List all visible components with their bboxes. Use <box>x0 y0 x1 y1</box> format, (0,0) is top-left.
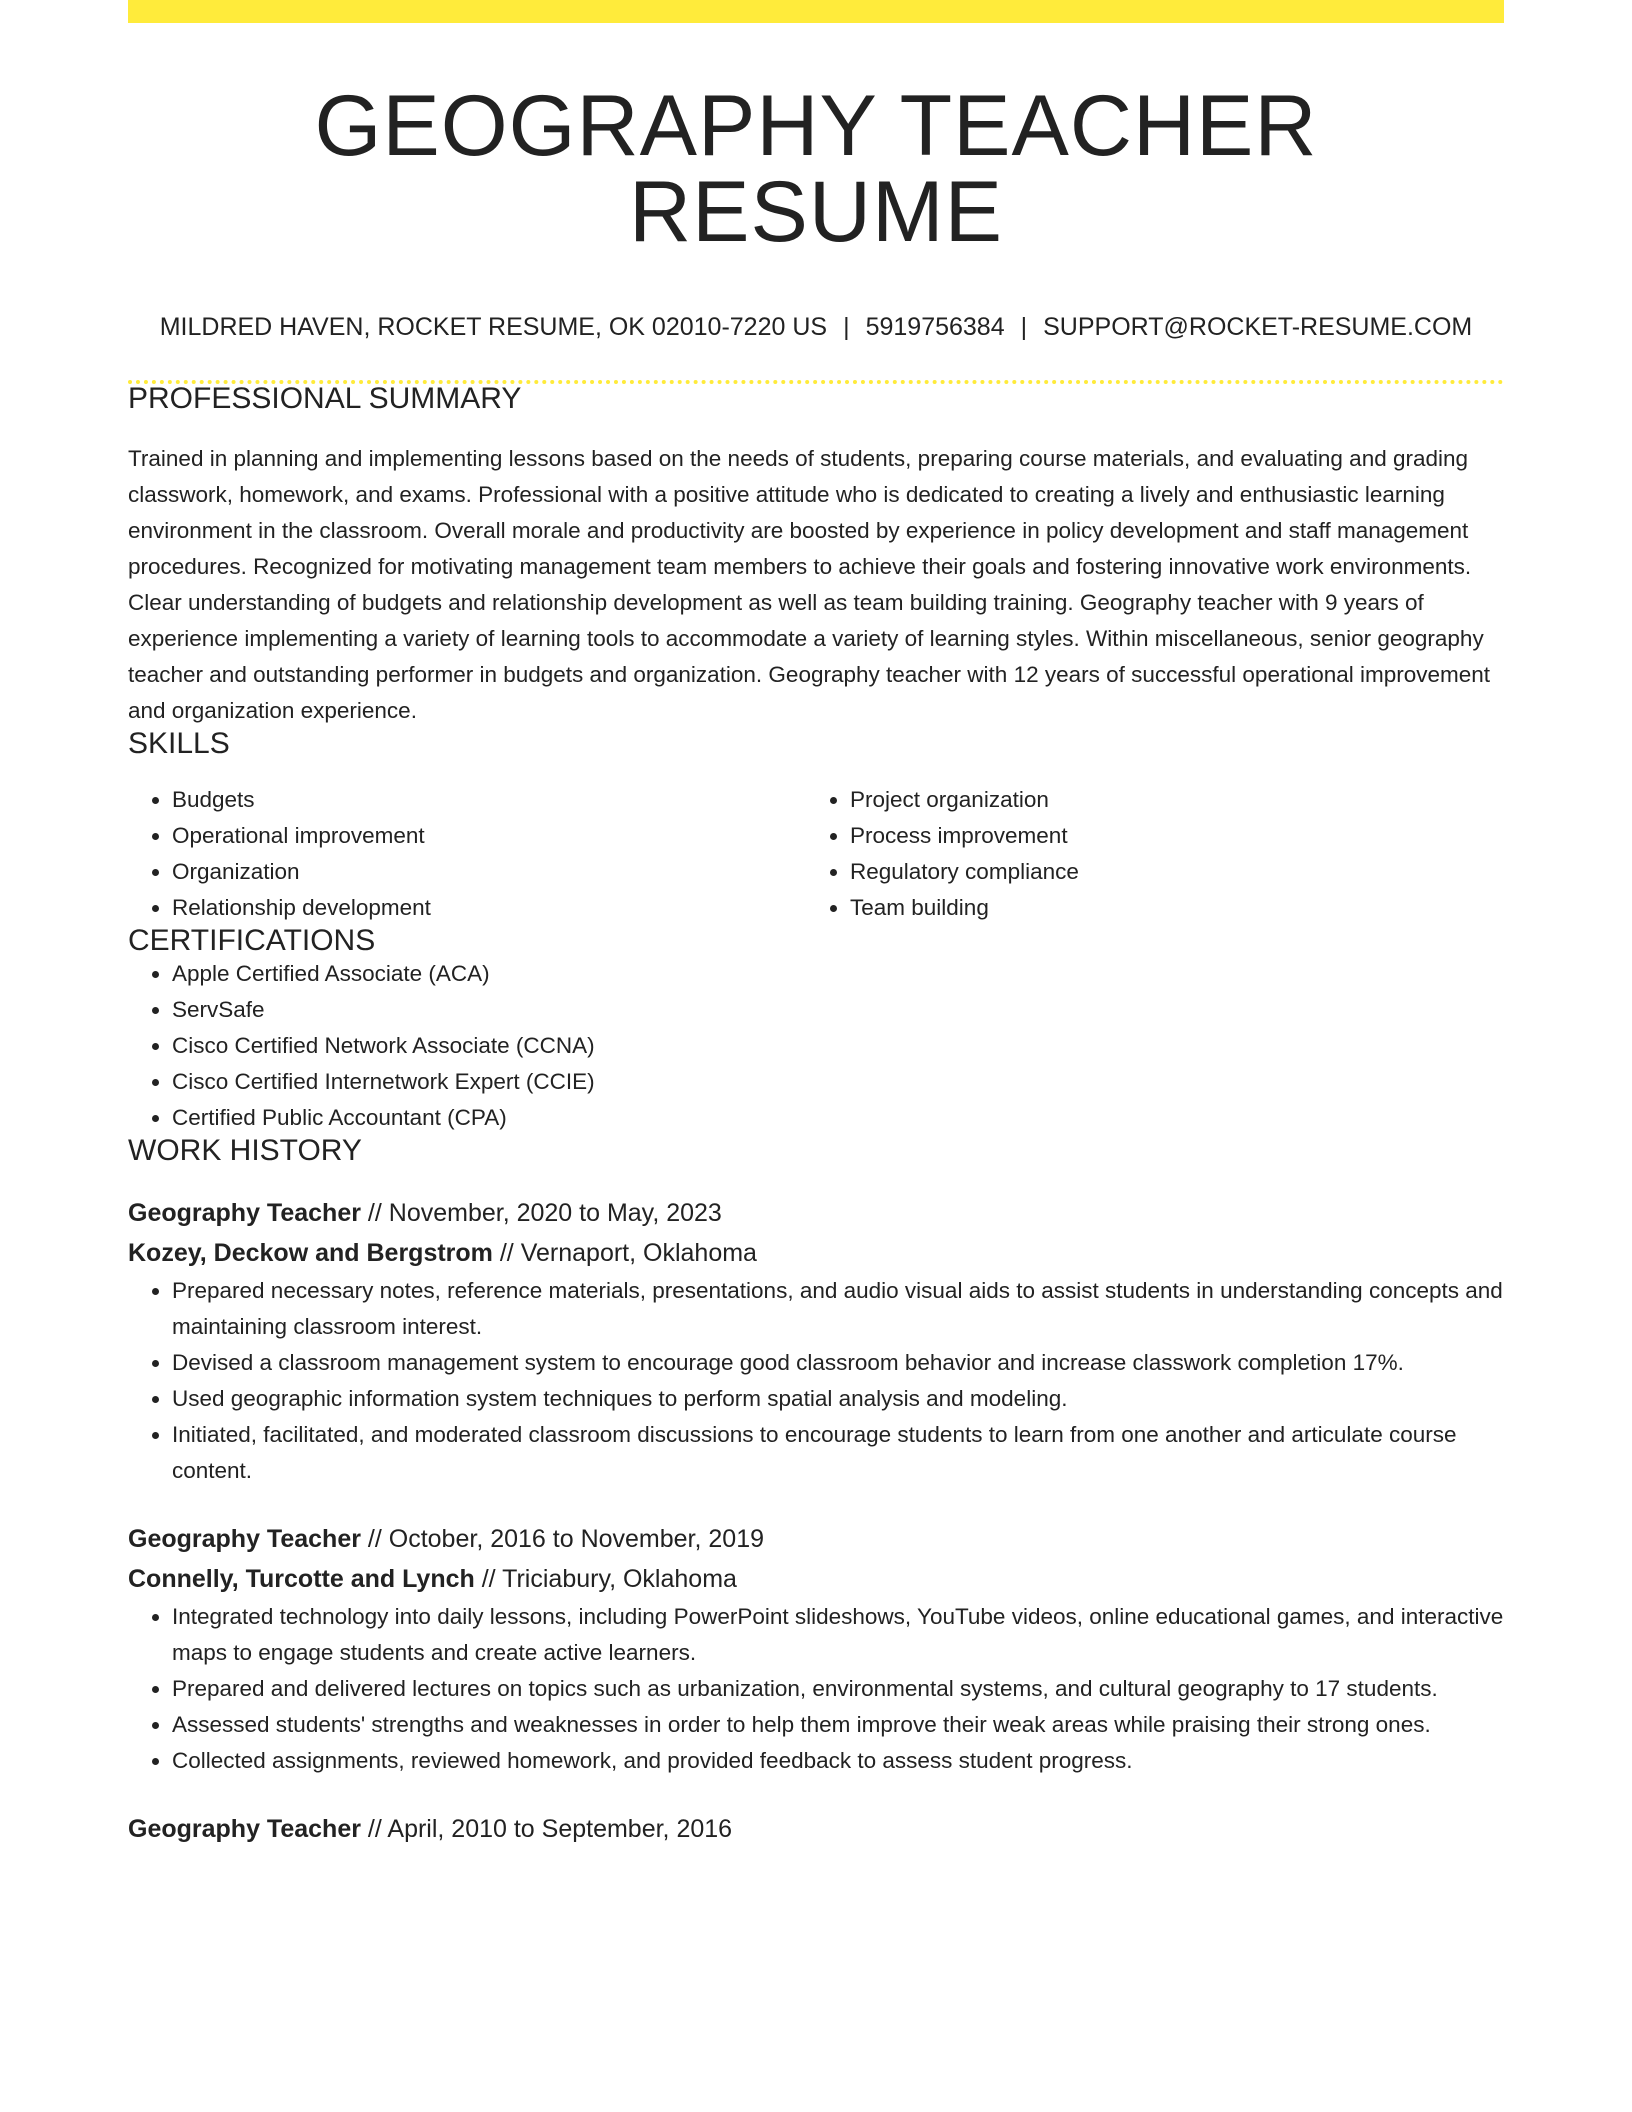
job-title-line <box>128 1809 1504 1849</box>
job-company-line <box>128 1559 1504 1599</box>
contact-email: SUPPORT@ROCKET-RESUME.COM <box>1043 313 1473 341</box>
job-title-line <box>128 1193 1504 1233</box>
resume-title: GEOGRAPHY TEACHER RESUME <box>314 78 1318 260</box>
resume-page <box>128 0 1504 1849</box>
job-bullets <box>128 1273 1504 1489</box>
job-entry <box>128 1519 1504 1779</box>
job-separator: // <box>367 1199 382 1227</box>
certification-item: • Certified Public Accountant (CPA) <box>172 1100 1504 1136</box>
contact-line <box>128 315 1504 340</box>
job-separator: // <box>499 1239 514 1267</box>
job-company-line <box>128 1233 1504 1273</box>
job-dates: April, 2010 to September, 2016 <box>387 1815 733 1843</box>
job-bullet: • Collected assignments, reviewed homework, and provided feedback to assess student progress. <box>172 1743 1504 1779</box>
skill-item: • Budgets <box>172 782 806 818</box>
skills-grid <box>128 782 1504 926</box>
contact-separator: | <box>1020 313 1028 341</box>
skills-heading: SKILLS <box>128 727 230 760</box>
certifications-heading: CERTIFICATIONS <box>128 924 376 957</box>
job-bullet: • Devised a classroom management system to encourage good classroom behavior and increase classwork completion 17%. <box>172 1345 1504 1381</box>
skill-item: • Project organization <box>850 782 1484 818</box>
skill-item: • Operational improvement <box>172 818 806 854</box>
skills-column-left <box>128 782 806 926</box>
skills-list-left <box>128 782 806 926</box>
contact-address: MILDRED HAVEN, ROCKET RESUME, OK 02010-7220 US <box>159 313 828 341</box>
certification-item: • ServSafe <box>172 992 1504 1028</box>
job-dates: November, 2020 to May, 2023 <box>388 1199 722 1227</box>
job-bullet: • Assessed students' strengths and weaknesses in order to help them improve their weak areas while praising their strong ones. <box>172 1707 1504 1743</box>
contact-phone: 5919756384 <box>865 313 1005 341</box>
job-separator: // <box>481 1565 496 1593</box>
job-location: Vernaport, Oklahoma <box>520 1239 757 1267</box>
skill-item: • Organization <box>172 854 806 890</box>
job-title: Geography Teacher <box>128 1815 361 1843</box>
skills-list-right <box>806 782 1484 926</box>
job-company: Kozey, Deckow and Bergstrom <box>128 1239 493 1267</box>
job-entry <box>128 1193 1504 1489</box>
job-bullet: • Prepared and delivered lectures on topics such as urbanization, environmental systems, and cultural geography to 17 students. <box>172 1671 1504 1707</box>
certification-item: • Cisco Certified Network Associate (CCNA) <box>172 1028 1504 1064</box>
job-title-line <box>128 1519 1504 1559</box>
job-bullet: • Used geographic information system techniques to perform spatial analysis and modeling. <box>172 1381 1504 1417</box>
job-entry <box>128 1809 1504 1849</box>
skills-column-right <box>806 782 1484 926</box>
summary-text: Trained in planning and implementing lessons based on the needs of students, preparing course materials, and evaluating and grading classwork, homework, and exams. Professional with a positive attitude who is dedicated to creating a lively and enthusiastic learning environment in the classroom. Overall morale and productivity are boosted by experience in policy development and staff management procedures. Recognized for motivating management team members to achieve their goals and fostering innovative work environments. Clear understanding of budgets and relationship development as well as team building training. Geography teacher with 9 years of experience implementing a variety of learning tools to accommodate a variety of learning styles. Within miscellaneous, senior geography teacher and outstanding performer in budgets and organization. Geography teacher with 12 years of successful operational improvement and organization experience. <box>128 446 1491 723</box>
skill-item: • Team building <box>850 890 1484 926</box>
summary-heading: PROFESSIONAL SUMMARY <box>128 382 522 415</box>
certifications-list <box>128 956 1504 1136</box>
job-separator: // <box>367 1815 382 1843</box>
skill-item: • Relationship development <box>172 890 806 926</box>
job-title: Geography Teacher <box>128 1199 361 1227</box>
job-location: Triciabury, Oklahoma <box>502 1565 737 1593</box>
job-bullets <box>128 1599 1504 1779</box>
job-bullet: • Prepared necessary notes, reference materials, presentations, and audio visual aids to assist students in understanding concepts and maintaining classroom interest. <box>172 1273 1504 1345</box>
certification-item: • Apple Certified Associate (ACA) <box>172 956 1504 992</box>
skill-item: • Regulatory compliance <box>850 854 1484 890</box>
job-dates: October, 2016 to November, 2019 <box>388 1525 765 1553</box>
skill-item: • Process improvement <box>850 818 1484 854</box>
work-history-heading: WORK HISTORY <box>128 1134 362 1167</box>
certification-item: • Cisco Certified Internetwork Expert (CCIE) <box>172 1064 1504 1100</box>
job-company: Connelly, Turcotte and Lynch <box>128 1565 475 1593</box>
job-title: Geography Teacher <box>128 1525 361 1553</box>
top-accent-bar <box>128 0 1504 23</box>
job-separator: // <box>367 1525 382 1553</box>
job-bullet: • Integrated technology into daily lessons, including PowerPoint slideshows, YouTube videos, online educational games, and interactive maps to engage students and create active learners. <box>172 1599 1504 1671</box>
contact-separator: | <box>843 313 850 341</box>
job-bullet: • Initiated, facilitated, and moderated classroom discussions to encourage students to learn from one another and articulate course content. <box>172 1417 1504 1489</box>
